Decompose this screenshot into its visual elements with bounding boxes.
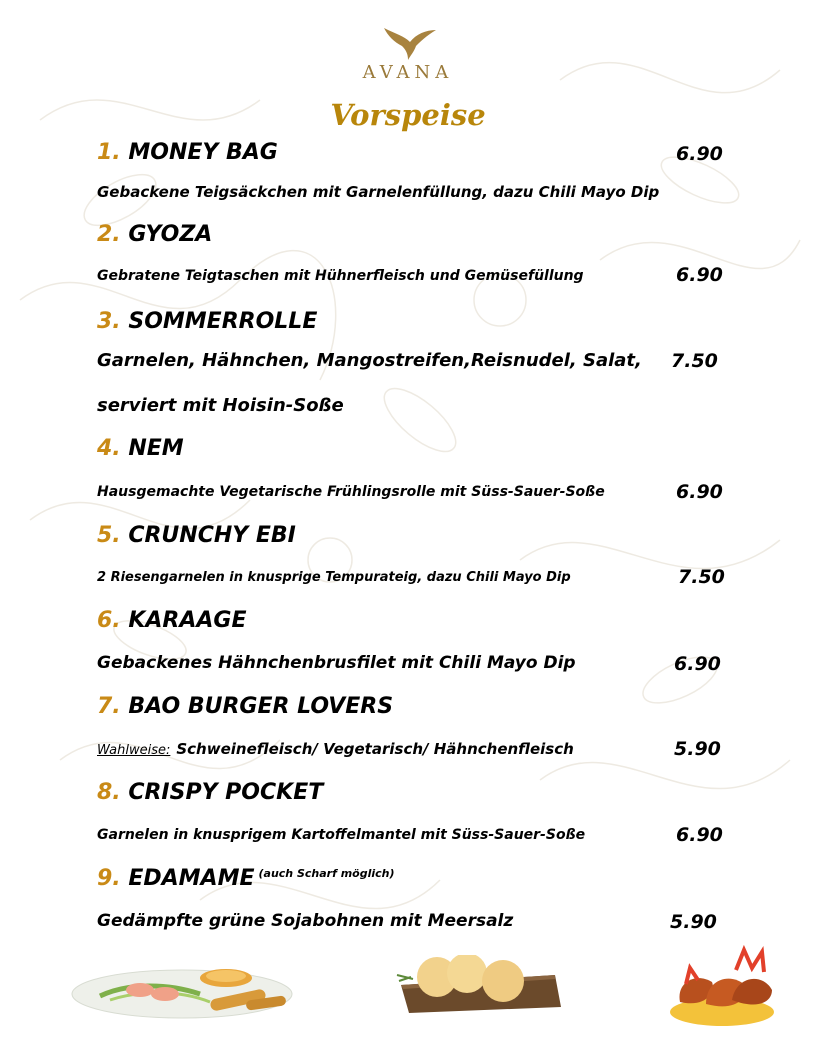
item-number: 2. [97, 222, 121, 247]
item-description: 2 Riesengarnelen in knusprige Tempurateig, dazu Chili Mayo Dip [97, 570, 571, 585]
description-text: Schweinefleisch/ Vegetarisch/ Hähnchenfleisch [176, 740, 574, 758]
description-prefix: Wahlweise: [97, 743, 171, 758]
section-title: Vorspeise [330, 98, 486, 132]
item-name: NEM [128, 436, 184, 461]
item-price: 6.90 [676, 143, 723, 165]
item-name: MONEY BAG [128, 140, 278, 165]
menu-item-title [97, 694, 393, 719]
item-price: 6.90 [674, 653, 721, 675]
bao-buns-board-image [395, 955, 565, 1015]
menu-item-title [97, 140, 278, 165]
menu-item-title [97, 309, 317, 334]
brand-name: AVANA [362, 62, 454, 83]
item-note: (auch Scharf möglich) [258, 866, 395, 880]
item-price: 5.90 [674, 738, 721, 760]
item-description: Garnelen in knusprigem Kartoffelmantel mit Süss-Sauer-Soße [97, 827, 586, 843]
item-price: 7.50 [678, 566, 725, 588]
item-description: Gebackene Teigsäckchen mit Garnelenfüllung, dazu Chili Mayo Dip [97, 183, 660, 201]
item-name: CRUNCHY EBI [128, 523, 296, 548]
menu-item-title [97, 608, 247, 633]
item-description-line2: serviert mit Hoisin-Soße [97, 395, 344, 416]
item-name: GYOZA [128, 222, 213, 247]
item-number: 9. [97, 866, 121, 891]
menu-item-title [97, 866, 395, 891]
item-number: 3. [97, 309, 121, 334]
item-name: SOMMERROLLE [128, 309, 318, 334]
item-number: 8. [97, 780, 121, 805]
item-number: 7. [97, 694, 121, 719]
spring-rolls-platter-image [70, 960, 294, 1020]
brand-logo [348, 22, 468, 102]
item-description: Gebratene Teigtaschen mit Hühnerfleisch und Gemüsefüllung [97, 268, 584, 284]
item-price: 6.90 [676, 824, 723, 846]
item-number: 5. [97, 523, 121, 548]
item-description: Gedämpfte grüne Sojabohnen mit Meersalz [97, 911, 514, 931]
menu-item-title [97, 780, 323, 805]
item-description [97, 740, 574, 758]
item-name: EDAMAME [128, 866, 255, 891]
item-price: 7.50 [671, 350, 718, 372]
menu-item-title [97, 523, 296, 548]
menu-item-title [97, 222, 212, 247]
item-description: Hausgemachte Vegetarische Frühlingsrolle mit Süss-Sauer-Soße [97, 484, 605, 500]
item-name: KARAAGE [128, 608, 247, 633]
hummingbird-icon [378, 24, 438, 62]
item-number: 1. [97, 140, 121, 165]
menu-item-title [97, 436, 184, 461]
item-price: 6.90 [676, 481, 723, 503]
fried-shrimp-image [666, 942, 780, 1028]
item-number: 4. [97, 436, 121, 461]
item-name: BAO BURGER LOVERS [128, 694, 394, 719]
item-description: Garnelen, Hähnchen, Mangostreifen,Reisnudel, Salat, [97, 350, 642, 371]
item-number: 6. [97, 608, 121, 633]
item-description: Gebackenes Hähnchenbrusfilet mit Chili Mayo Dip [97, 653, 576, 673]
item-name: CRISPY POCKET [128, 780, 324, 805]
item-price: 5.90 [670, 911, 717, 933]
item-price: 6.90 [676, 264, 723, 286]
